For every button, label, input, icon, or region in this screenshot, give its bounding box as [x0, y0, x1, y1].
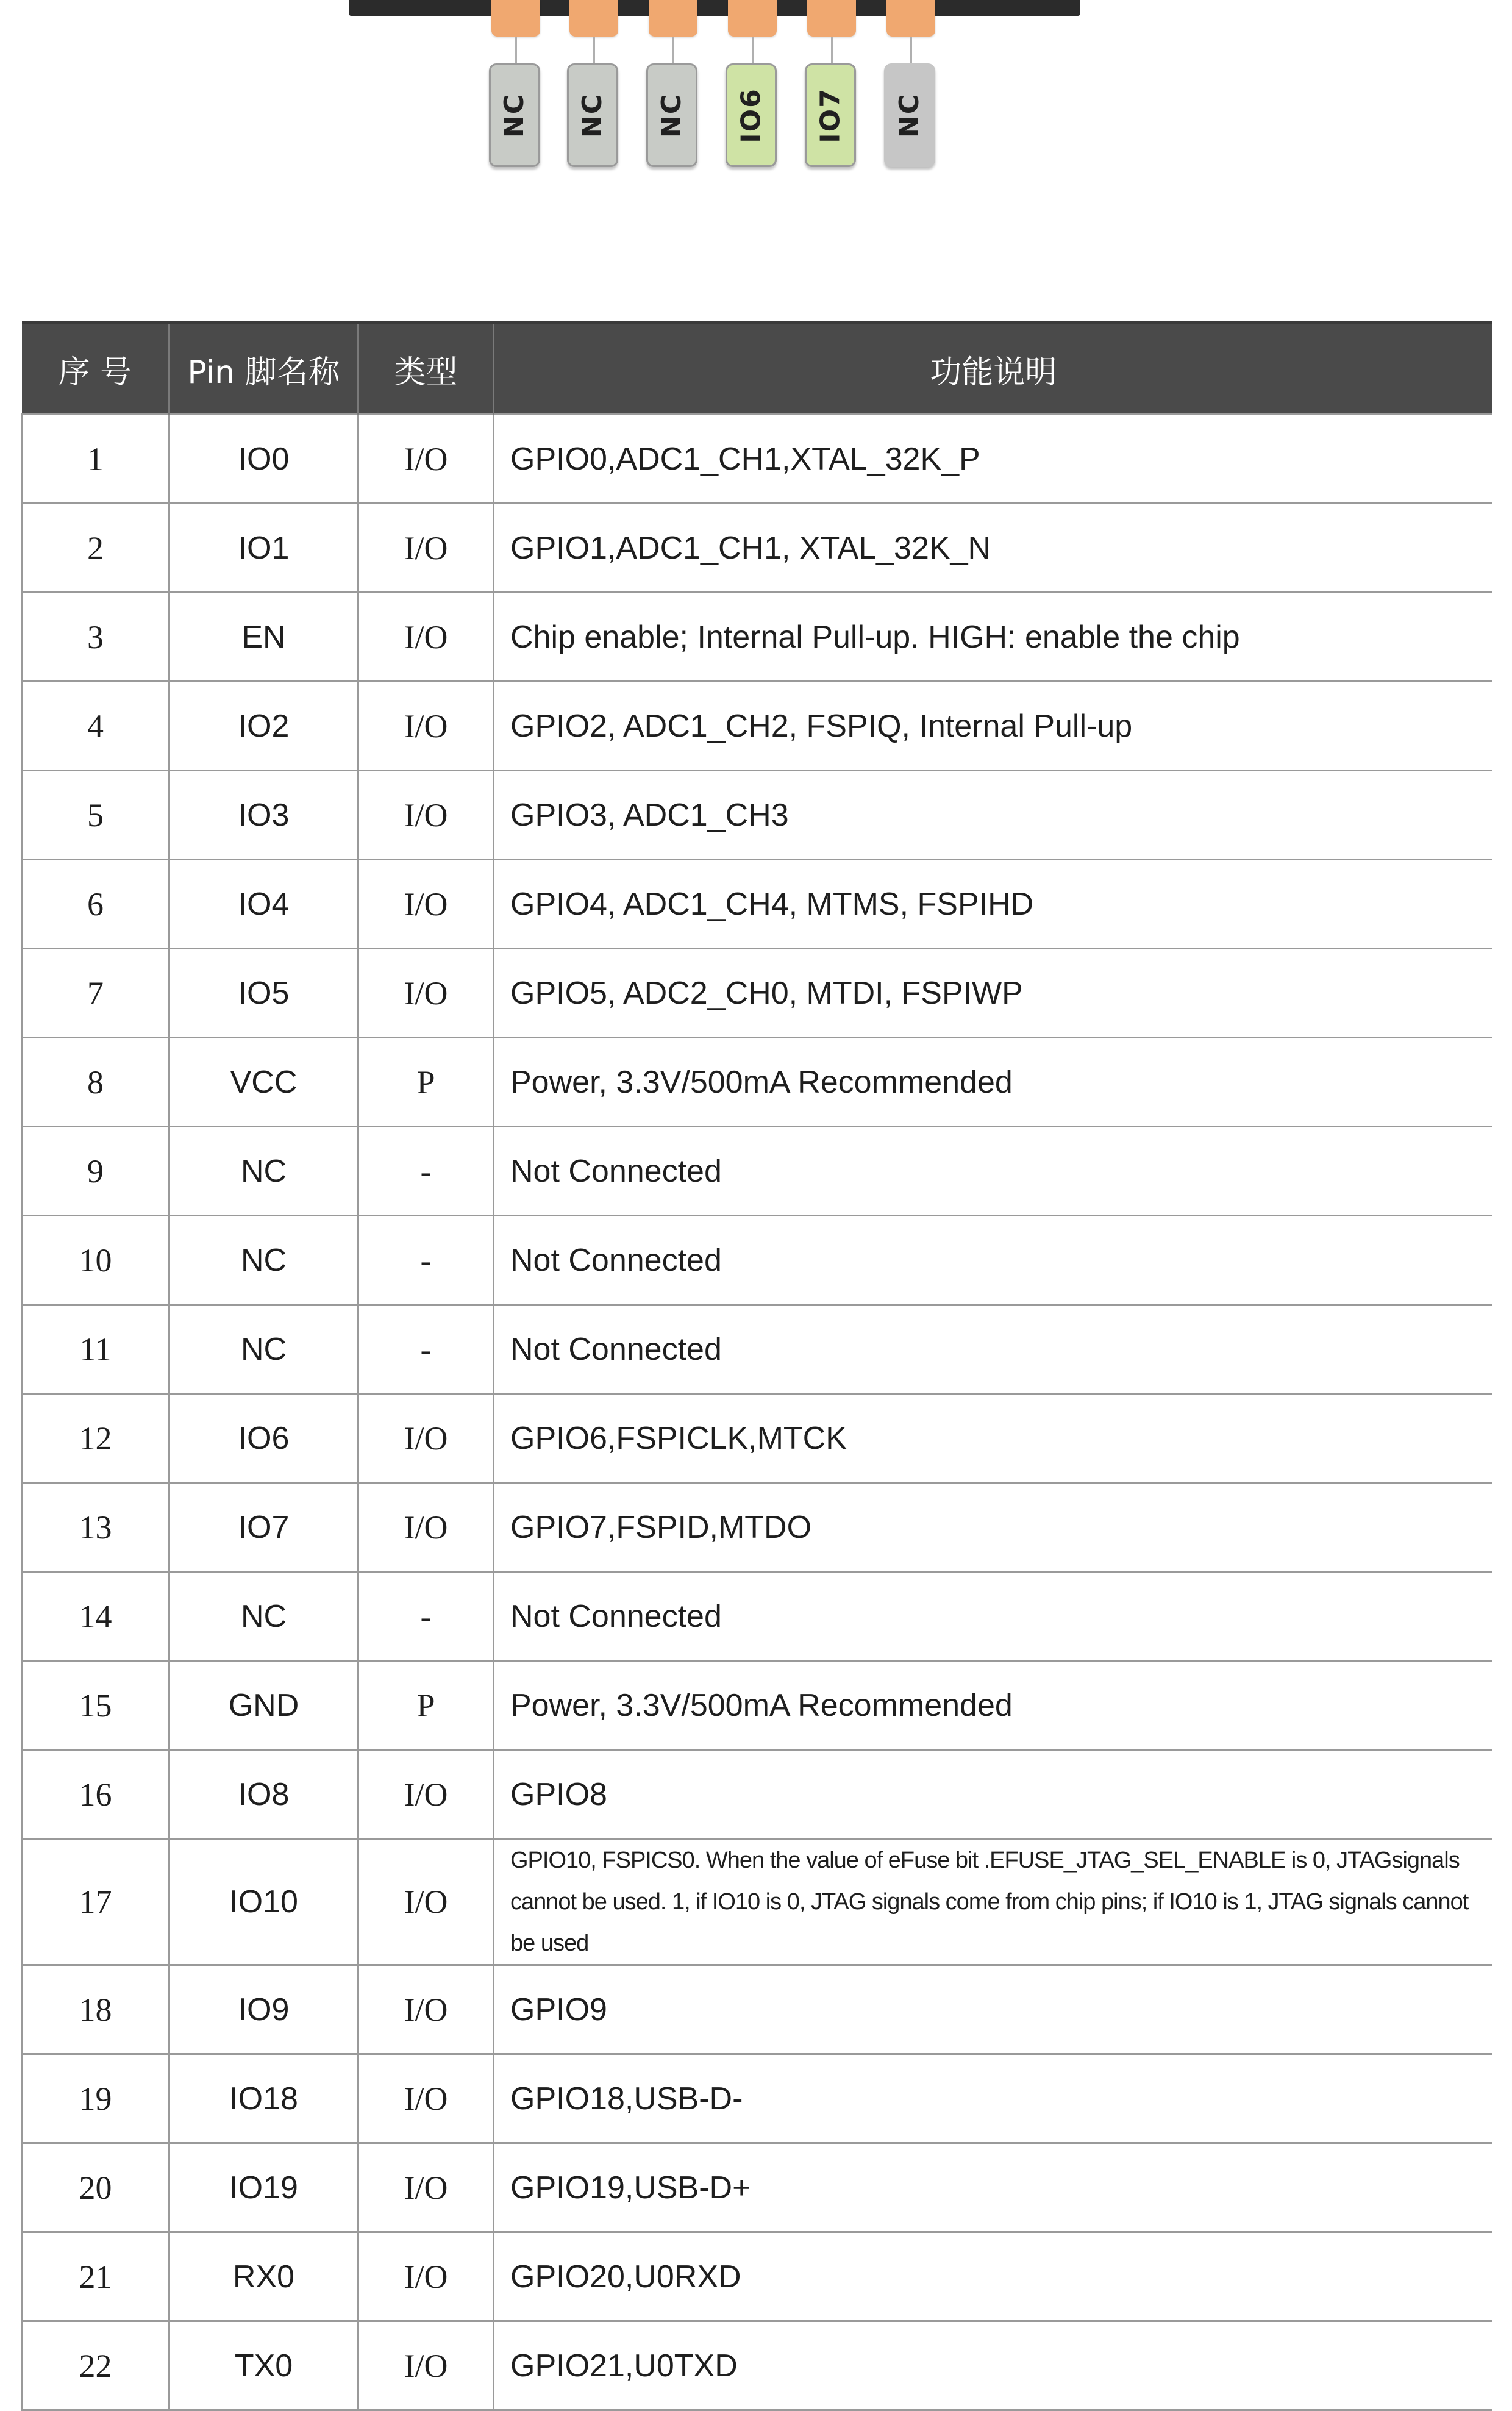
pin-number: 20: [22, 2143, 169, 2232]
pin-number: 2: [22, 504, 169, 593]
pin-type: I/O: [358, 415, 494, 504]
pin-number: 5: [22, 771, 169, 860]
pin-function: Not Connected: [494, 1127, 1492, 1216]
pin-name: IO1: [169, 504, 358, 593]
pin-type: I/O: [358, 2321, 494, 2410]
table-row: [22, 1038, 1492, 1127]
pin-name: NC: [169, 1127, 358, 1216]
pin-type: I/O: [358, 504, 494, 593]
table-row: [22, 593, 1492, 682]
pin-name: IO6: [169, 1394, 358, 1483]
pin-column: [807, 0, 856, 171]
table-row: [22, 949, 1492, 1038]
pin-name: GND: [169, 1661, 358, 1750]
pin-pad: [491, 0, 540, 37]
pin-connector: [672, 37, 674, 65]
pin-number: 18: [22, 1965, 169, 2054]
pin-type: I/O: [358, 1965, 494, 2054]
pin-pad: [728, 0, 777, 37]
pin-type: I/O: [358, 2143, 494, 2232]
pin-name: IO5: [169, 949, 358, 1038]
pin-connector: [910, 37, 912, 65]
table-row: [22, 1394, 1492, 1483]
pin-type: I/O: [358, 1839, 494, 1965]
pin-connector: [752, 37, 754, 65]
pin-type: P: [358, 1038, 494, 1127]
pin-function: Chip enable; Internal Pull-up. HIGH: enable the chip: [494, 593, 1492, 682]
pin-number: 17: [22, 1839, 169, 1965]
pin-table: [21, 321, 1492, 2411]
pin-column: [569, 0, 618, 171]
pin-number: 10: [22, 1216, 169, 1305]
pin-type: I/O: [358, 949, 494, 1038]
pin-type: I/O: [358, 682, 494, 771]
pin-type: I/O: [358, 2232, 494, 2321]
table-row: [22, 1750, 1492, 1839]
module-body: [349, 0, 1080, 16]
pin-number: 4: [22, 682, 169, 771]
pin-function: GPIO8: [494, 1750, 1492, 1839]
pin-column: [649, 0, 697, 171]
pin-connector: [515, 37, 517, 65]
pin-function: GPIO19,USB-D+: [494, 2143, 1492, 2232]
pin-type: I/O: [358, 771, 494, 860]
pin-function: GPIO10, FSPICS0. When the value of eFuse bit .EFUSE_JTAG_SEL_ENABLE is 0, JTAGsignals cannot be used. 1, if IO10 is 0, JTAG signals come from chip pins; if IO10 is 1, JTAG signals cannot be used: [494, 1839, 1492, 1965]
pin-label-box: [489, 63, 540, 167]
table-row: [22, 2321, 1492, 2410]
pin-name: RX0: [169, 2232, 358, 2321]
table-row: [22, 1839, 1492, 1965]
pin-number: 16: [22, 1750, 169, 1839]
pin-label-box: [726, 63, 777, 167]
pin-name: IO3: [169, 771, 358, 860]
pin-column: [886, 0, 935, 171]
pin-function: GPIO9: [494, 1965, 1492, 2054]
table-row: [22, 1483, 1492, 1572]
pin-type: -: [358, 1572, 494, 1661]
pin-column: [491, 0, 540, 171]
pin-number: 14: [22, 1572, 169, 1661]
pin-name: IO18: [169, 2054, 358, 2143]
table-row: [22, 771, 1492, 860]
pin-function: GPIO21,U0TXD: [494, 2321, 1492, 2410]
pin-pad: [807, 0, 856, 37]
pin-pad: [569, 0, 618, 37]
table-row: [22, 504, 1492, 593]
table-row: [22, 2054, 1492, 2143]
pin-name: IO8: [169, 1750, 358, 1839]
pin-name: NC: [169, 1572, 358, 1661]
table-row: [22, 2232, 1492, 2321]
pin-number: 1: [22, 415, 169, 504]
pin-label-box: [567, 63, 618, 167]
pin-function: Not Connected: [494, 1216, 1492, 1305]
pin-name: TX0: [169, 2321, 358, 2410]
table-row: [22, 682, 1492, 771]
pin-type: P: [358, 1661, 494, 1750]
pin-function: Power, 3.3V/500mA Recommended: [494, 1661, 1492, 1750]
pin-name: IO0: [169, 415, 358, 504]
pin-number: 22: [22, 2321, 169, 2410]
pin-function: Not Connected: [494, 1572, 1492, 1661]
table-row: [22, 1127, 1492, 1216]
pin-name: EN: [169, 593, 358, 682]
pin-number: 19: [22, 2054, 169, 2143]
pin-function: GPIO3, ADC1_CH3: [494, 771, 1492, 860]
pin-label: NC: [656, 93, 688, 138]
pin-label: IO7: [815, 87, 846, 143]
pin-label: NC: [499, 93, 530, 138]
table-row: [22, 1572, 1492, 1661]
pin-connector: [831, 37, 833, 65]
pin-number: 12: [22, 1394, 169, 1483]
table-row: [22, 2143, 1492, 2232]
pin-number: 21: [22, 2232, 169, 2321]
table-row: [22, 860, 1492, 949]
pin-number: 15: [22, 1661, 169, 1750]
pin-type: I/O: [358, 1483, 494, 1572]
pin-label-box: [805, 63, 856, 167]
pin-name: IO10: [169, 1839, 358, 1965]
pin-name: IO9: [169, 1965, 358, 2054]
pin-name: IO19: [169, 2143, 358, 2232]
table-header: [22, 323, 1492, 415]
table-row: [22, 415, 1492, 504]
pin-name: NC: [169, 1216, 358, 1305]
pin-number: 9: [22, 1127, 169, 1216]
pin-function: GPIO7,FSPID,MTDO: [494, 1483, 1492, 1572]
pin-type: -: [358, 1305, 494, 1394]
pin-name: NC: [169, 1305, 358, 1394]
table-row: [22, 1216, 1492, 1305]
pin-function: GPIO5, ADC2_CH0, MTDI, FSPIWP: [494, 949, 1492, 1038]
pin-number: 13: [22, 1483, 169, 1572]
pin-name: IO2: [169, 682, 358, 771]
pin-type: I/O: [358, 1750, 494, 1839]
pin-function: GPIO18,USB-D-: [494, 2054, 1492, 2143]
pin-number: 7: [22, 949, 169, 1038]
pin-function: GPIO1,ADC1_CH1, XTAL_32K_N: [494, 504, 1492, 593]
header-function: 功能说明: [494, 323, 1492, 415]
pin-type: I/O: [358, 860, 494, 949]
pin-label: NC: [894, 93, 925, 138]
table-row: [22, 1661, 1492, 1750]
pin-function: GPIO4, ADC1_CH4, MTMS, FSPIHD: [494, 860, 1492, 949]
pin-number: 11: [22, 1305, 169, 1394]
pin-number: 3: [22, 593, 169, 682]
pin-type: I/O: [358, 1394, 494, 1483]
pin-function: GPIO0,ADC1_CH1,XTAL_32K_P: [494, 415, 1492, 504]
pin-function: Not Connected: [494, 1305, 1492, 1394]
pin-label: IO6: [735, 87, 767, 143]
pin-label-box: [884, 63, 935, 167]
pin-type: I/O: [358, 593, 494, 682]
header-type: 类型: [358, 323, 494, 415]
pin-type: -: [358, 1216, 494, 1305]
pin-function: Power, 3.3V/500mA Recommended: [494, 1038, 1492, 1127]
pin-function: GPIO6,FSPICLK,MTCK: [494, 1394, 1492, 1483]
pin-type: I/O: [358, 2054, 494, 2143]
pin-name: VCC: [169, 1038, 358, 1127]
pin-label-box: [646, 63, 697, 167]
pin-pad: [886, 0, 935, 37]
header-no: 序 号: [22, 323, 169, 415]
header-pin-name: Pin 脚名称: [169, 323, 358, 415]
table-row: [22, 1965, 1492, 2054]
pin-name: IO4: [169, 860, 358, 949]
pin-label: NC: [577, 93, 608, 138]
pin-number: 8: [22, 1038, 169, 1127]
pin-function: GPIO20,U0RXD: [494, 2232, 1492, 2321]
pin-number: 6: [22, 860, 169, 949]
pin-pad: [649, 0, 697, 37]
table-row: [22, 1305, 1492, 1394]
pin-connector: [593, 37, 595, 65]
pin-column: [728, 0, 777, 171]
pin-name: IO7: [169, 1483, 358, 1572]
pin-type: -: [358, 1127, 494, 1216]
pin-function: GPIO2, ADC1_CH2, FSPIQ, Internal Pull-up: [494, 682, 1492, 771]
